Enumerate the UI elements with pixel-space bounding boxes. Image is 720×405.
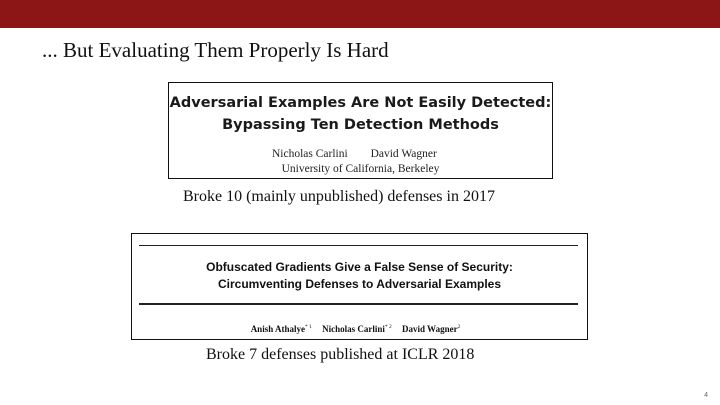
- paper1-title-line2: Bypassing Ten Detection Methods: [222, 117, 499, 133]
- page-number: 4: [704, 392, 708, 399]
- paper2-bottom-rule: [139, 303, 578, 305]
- paper2-author-carlini: Nicholas Carlini: [322, 324, 385, 334]
- slide-title: ... But Evaluating Them Properly Is Hard: [42, 38, 389, 62]
- paper-snippet-detection: [168, 82, 553, 179]
- paper1-authors: [272, 148, 437, 160]
- paper2-author-carlini-sup: * 2: [384, 324, 392, 330]
- paper2-top-rule: [139, 245, 578, 246]
- paper2-author-athalye-sup: * 1: [304, 324, 312, 330]
- paper2-caption: Broke 7 defenses published at ICLR 2018: [206, 346, 475, 363]
- paper2-author-wagner-sup: 2: [457, 324, 461, 330]
- paper-snippet-obfuscated-gradients: [131, 233, 588, 340]
- top-banner: [0, 0, 720, 28]
- paper2-author-athalye: Anish Athalye: [250, 324, 305, 334]
- paper1-caption: Broke 10 (mainly unpublished) defenses in 2017: [183, 188, 495, 205]
- paper1-title-line1: Adversarial Examples Are Not Easily Detected:: [169, 95, 552, 111]
- paper2-author-wagner: David Wagner: [401, 324, 458, 334]
- paper1-affiliation: University of California, Berkeley: [281, 163, 440, 175]
- paper2-authors: [132, 324, 587, 334]
- paper1-author-carlini: Nicholas Carlini: [272, 148, 348, 160]
- paper1-author-wagner: David Wagner: [370, 148, 437, 160]
- paper2-title-line2: Circumventing Defenses to Adversarial Examples: [218, 277, 501, 291]
- paper2-title-line1: Obfuscated Gradients Give a False Sense of Security:: [206, 260, 513, 274]
